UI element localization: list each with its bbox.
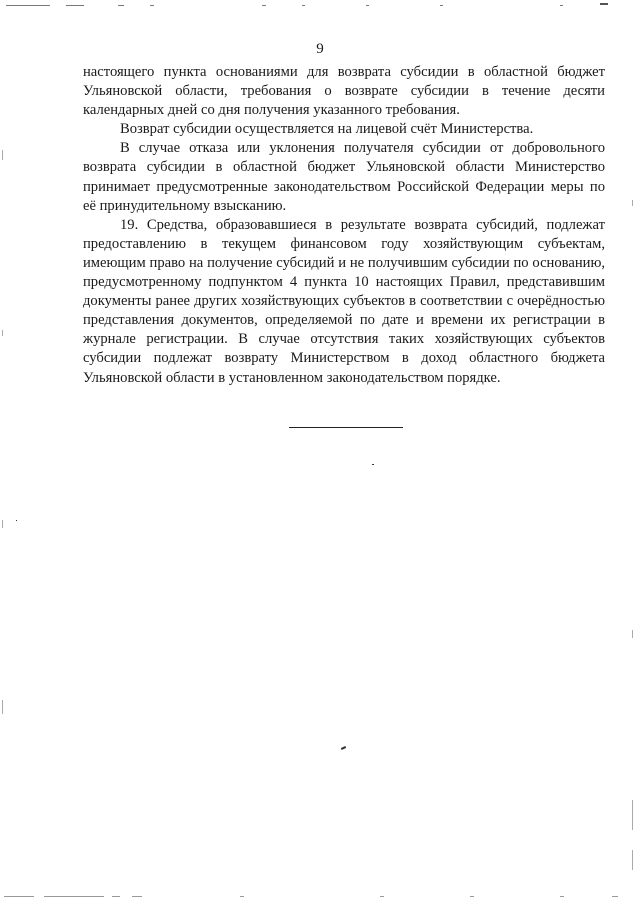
paragraph-continuation: настоящего пункта основаниями для возврата субсидии в областной бюджет Ульяновской области, требования о возврате субсидии в течение десяти календарных дней со дня получения указанного требования. [83, 64, 605, 119]
scan-speck [341, 746, 346, 750]
body-text [83, 63, 605, 388]
scan-edge-left [2, 0, 6, 905]
scan-edge-bottom [0, 891, 640, 905]
scan-edge-top [0, 0, 640, 8]
paragraph-refund-account: Возврат субсидии осуществляется на лицевой счёт Министерства. [120, 121, 534, 138]
end-of-text-divider [289, 427, 403, 428]
scan-edge-right [632, 0, 636, 905]
page-number: 9 [316, 41, 324, 57]
scan-speck [372, 464, 374, 465]
paragraph-refusal: В случае отказа или уклонения получателя субсидии от добровольного возврата субсидии в областной бюджет Ульяновской области Министерство принимает предусмотренные законодательством Российской Федерации меры по её принудительному взысканию. [83, 140, 605, 214]
scan-speck [16, 520, 17, 521]
paragraph-clause-19: 19. Средства, образовавшиеся в результате возврата субсидий, подлежат предоставлению в текущем финансовом году хозяйствующим субъектам, имеющим право на получение субсидий и не получившим субсидии по основанию, предусмотренному подпунктом 4 пункта 10 настоящих Правил, представившим документы ранее других хозяйствующих субъектов в соответствии с очерёдностью представления документов, определяемой по дате и времени их регистрации в журнале регистрации. В случае отсутствия таких хозяйствующих субъектов субсидии подлежат возврату Министерством в доход областного бюджета Ульяновской области в установленном законодательством порядке. [83, 216, 605, 386]
